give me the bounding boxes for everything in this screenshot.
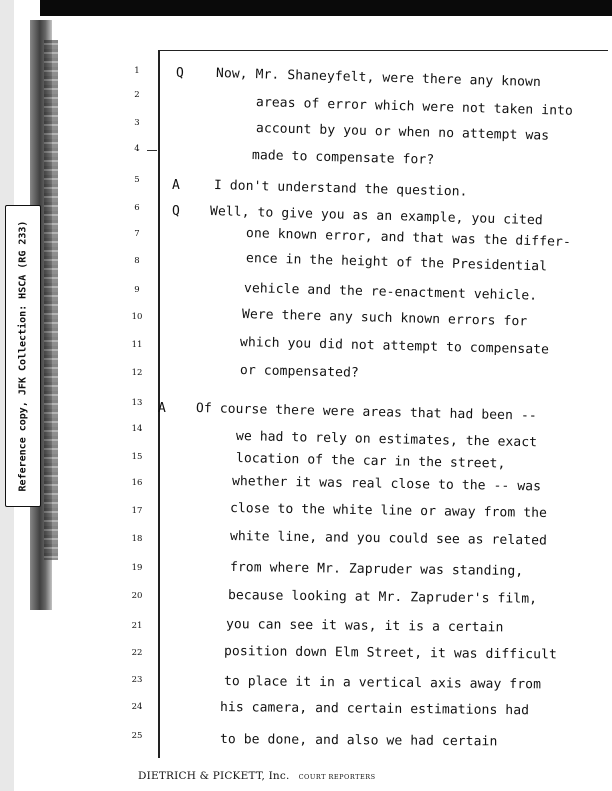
line-number: 10: [131, 312, 143, 322]
transcript-line: to place it in a vertical axis away from: [223, 674, 542, 693]
binding-texture: [44, 40, 58, 560]
line-number: 7: [134, 229, 140, 239]
line-number: 14: [131, 424, 143, 434]
transcript-line: close to the white line or away from the: [229, 501, 548, 521]
transcript-line: because looking at Mr. Zapruder's film,: [227, 588, 538, 607]
line-number: 20: [131, 591, 143, 601]
transcript-line: which you did not attempt to compensate: [239, 335, 550, 358]
line-number: 25: [131, 731, 143, 741]
line-number: 17: [131, 506, 143, 516]
transcript-line: Of course there were areas that had been --: [195, 401, 537, 424]
transcript-line: from where Mr. Zapruder was standing,: [229, 560, 524, 580]
transcript-line: whether it was real close to the -- was: [231, 474, 542, 495]
transcript-line: made to compensate for?: [251, 148, 435, 168]
transcript-line: Were there any such known errors for: [241, 307, 528, 330]
line-number: 11: [131, 340, 143, 350]
line-number: 1: [134, 66, 140, 76]
line-number: 6: [134, 203, 140, 213]
scan-top-bar: [40, 0, 612, 16]
speaker-label: Q: [176, 66, 184, 81]
line-number: 3: [134, 118, 140, 128]
line-number: 8: [134, 256, 140, 266]
line-number: 15: [131, 452, 143, 462]
transcript-line: Now, Mr. Shaneyfelt, were there any known: [215, 66, 542, 91]
transcript-line: vehicle and the re-enactment vehicle.: [243, 281, 538, 304]
line-number: 2: [134, 90, 140, 100]
line-number: 18: [131, 534, 143, 544]
footer: [138, 770, 376, 782]
line-number: 16: [131, 478, 143, 488]
reference-stamp: [5, 205, 41, 507]
line-number: 23: [131, 675, 143, 685]
transcript-line: position down Elm Street, it was difficult: [223, 644, 557, 663]
transcript-line: I don't understand the question.: [213, 178, 468, 200]
line-number: 22: [131, 648, 143, 658]
transcript-line: areas of error which were not taken into: [255, 95, 574, 119]
line-tick-mark: [147, 150, 157, 151]
court-reporter-suffix: COURT REPORTERS: [298, 773, 376, 781]
line-number: 21: [131, 621, 143, 631]
transcript-line: ence in the height of the Presidential: [245, 251, 548, 275]
transcript-line: Well, to give you as an example, you cited: [209, 204, 544, 229]
transcript-line: account by you or when no attempt was: [255, 121, 550, 144]
line-number: 9: [134, 285, 140, 295]
line-number: 24: [131, 702, 143, 712]
transcript-line: to be done, and also we had certain: [219, 732, 498, 750]
line-number: 4: [134, 144, 140, 154]
transcript-line: location of the car in the street,: [235, 451, 506, 472]
reference-stamp-text: Reference copy, JFK Collection: HSCA (RG 233): [17, 220, 29, 492]
line-number: 12: [131, 368, 143, 378]
transcript-line: his camera, and certain estimations had: [219, 700, 530, 719]
line-number: 19: [131, 563, 143, 573]
court-reporter-firm: DIETRICH & PICKETT, Inc.: [138, 770, 290, 782]
speaker-label: A: [172, 178, 180, 193]
speaker-label: Q: [172, 204, 180, 219]
page-frame-top: [158, 50, 608, 51]
transcript-line: you can see it was, it is a certain: [225, 617, 504, 636]
transcript-line: one known error, and that was the differ-: [245, 226, 572, 251]
transcript-line: white line, and you could see as related: [229, 529, 548, 549]
line-number: 5: [134, 175, 140, 185]
line-number: 13: [131, 398, 143, 408]
transcript-line: or compensated?: [239, 363, 360, 381]
speaker-label: A: [158, 401, 166, 416]
transcript-line: we had to rely on estimates, the exact: [235, 429, 538, 451]
